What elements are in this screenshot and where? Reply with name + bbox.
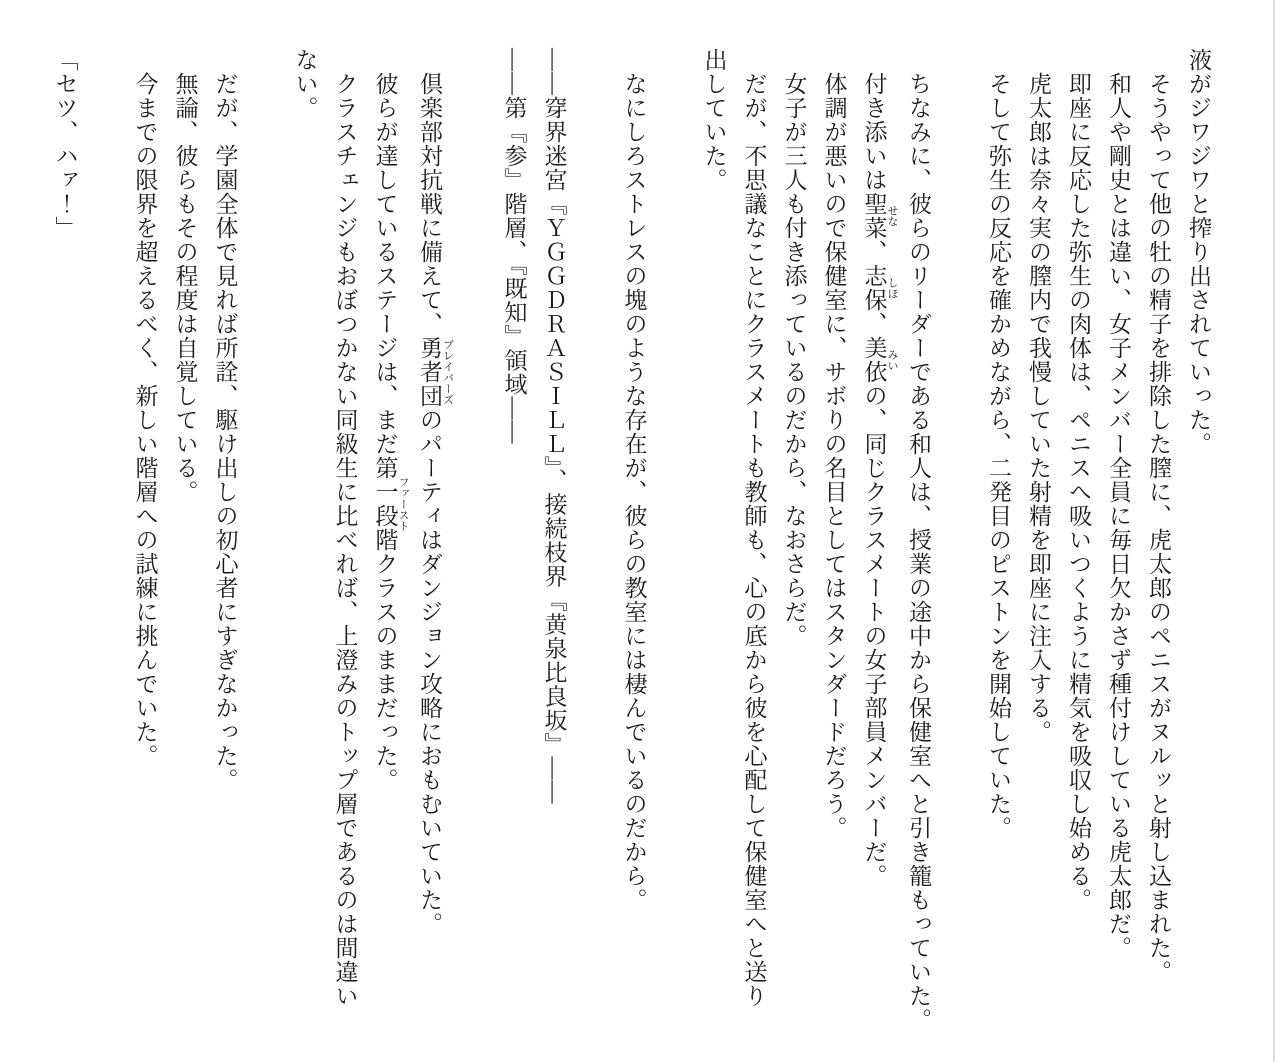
page-edge-line [1273,0,1275,1062]
text-line: 体調が悪いので保健室に、サボりの名目としてはスタンダードだろう。 [821,48,847,840]
text-line: 倶楽部対抗戦に備えて、勇者団 ブレイバーズのパーティはダンジョン攻略におもむいていた。 [417,48,454,936]
text-line: 即座に反応した弥生の肉体は、ペニスへ吸いつくように精気を吸収し始める。 [1066,48,1091,912]
text-line: 液がジワジワと搾り出されていった。 [1186,48,1211,456]
text-line: 和人や剛史とは違い、女子メンバー全員に毎日欠かさず種付けしている虎太郎だ。 [1106,48,1131,960]
paragraph-gap [938,48,978,1048]
text-line: そうやって他の牡の精子を排除した膣に、虎太郎のペニスがヌルッと射し込まれた。 [1146,48,1171,984]
paragraph-gap [85,48,125,1048]
ruby-annotated-word: 聖菜 せな [861,192,898,240]
text-line: 「セツ、ハァ！」 [52,48,78,240]
text-line: 今までの限界を超えるべく、新しい階層への試練に挑んでいた。 [132,48,158,768]
ruby-annotated-word: 第一段階 ファースト [372,456,409,552]
text-line: ――第『参』階層、『既知』領域―― [501,48,527,445]
text-line: だが、不思議なことにクラスメートも教師も、心の底から彼を心配して保健室へと送り [741,48,767,1008]
text-line: ない。 [292,48,318,120]
text-line: 無論、彼らもその程度は自覚している。 [172,48,198,504]
text-line: ――穿界迷宮『ＹＧＧＤＲＡＳＩＬＬ』、接続枝界『黄泉比良坂』―― [541,48,567,805]
paragraph-gap [574,48,614,1048]
text-line: そして弥生の反応を確かめながら、二発目のピストンを開始していた。 [986,48,1011,840]
paragraph-gap [245,48,285,1048]
text-line: 女子が三人も付き添っているのだから、なおさらだ。 [781,48,807,648]
text-line: 虎太郎は奈々実の膣内で我慢していた射精を即座に注入する。 [1026,48,1051,744]
page-text [45,48,1219,1048]
text-line: 出していた。 [701,48,727,192]
paragraph-gap [654,48,694,1048]
ruby-annotated-word: 美依 みい [861,336,898,384]
text-line: 付き添いは聖菜 せな、志保 しほ、美依 みいの、同じクラスメートの女子部員メンバーだ。 [861,48,898,888]
ruby-annotated-word: 勇者団 ブレイバーズ [417,336,454,408]
text-line: なにしろストレスの塊のような存在が、彼らの教室には棲んでいるのだから。 [621,48,647,912]
ruby-annotated-word: 志保 しほ [861,264,898,312]
text-line: ちなみに、彼らのリーダーである和人は、授業の途中から保健室へと引き籠もっていた。 [906,48,931,1032]
paragraph-gap [454,48,494,1048]
text-line: クラスチェンジもおぼつかない同級生に比べれば、上澄みのトップ層であるのは間違い [332,48,358,1008]
text-line: 彼らが達しているステージは、まだ第一段階 ファーストクラスのままだった。 [372,48,409,792]
text-line: だが、学園全体で見れば所詮、駆け出しの初心者にすぎなかった。 [212,48,238,792]
